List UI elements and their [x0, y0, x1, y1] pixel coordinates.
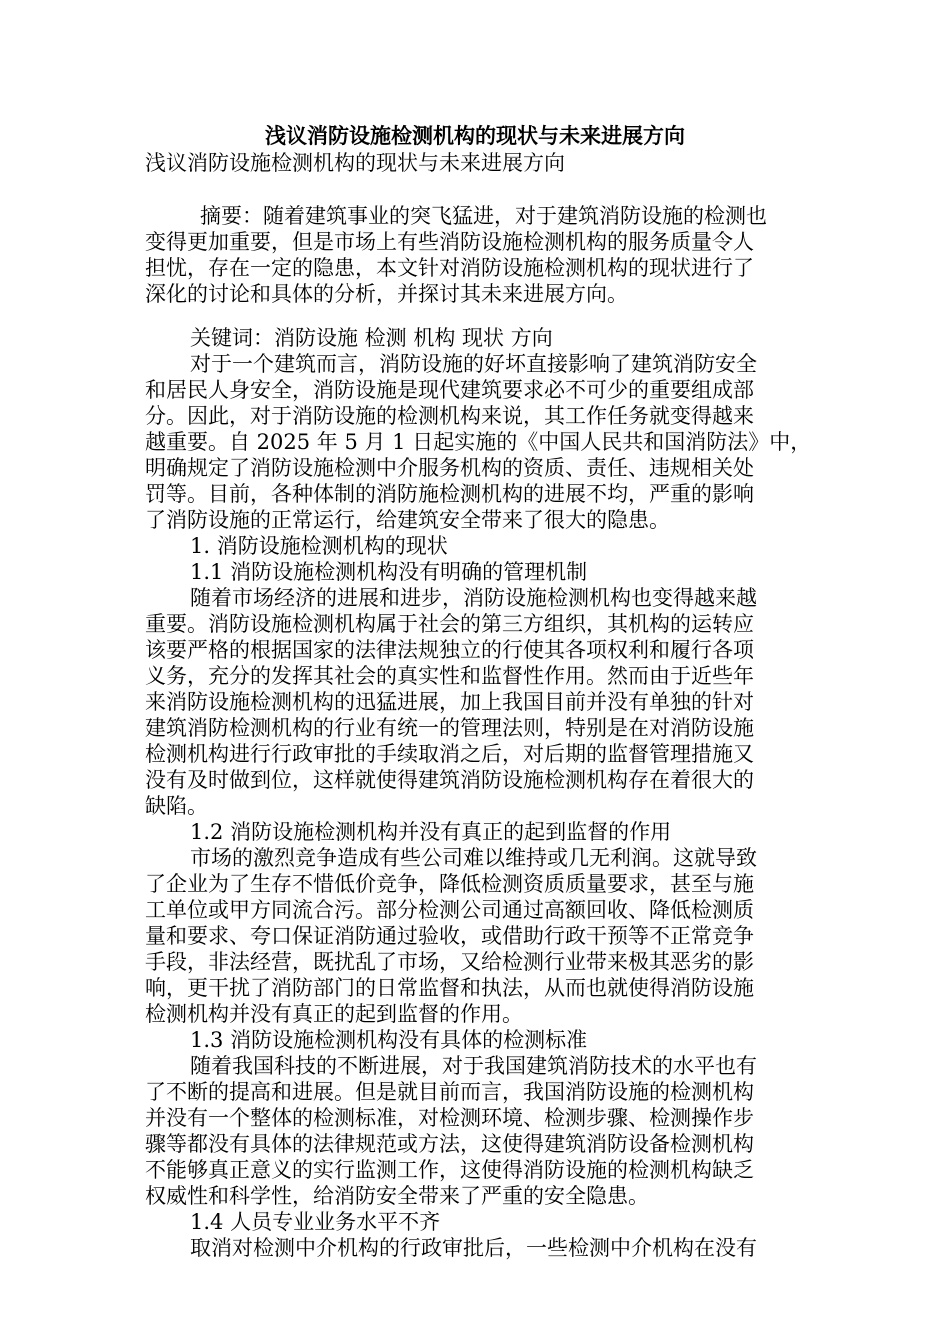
paragraph-line: 市场的激烈竞争造成有些公司难以维持或几无利润。这就导致: [190, 846, 757, 870]
paragraph-line: 该要严格的根据国家的法律法规独立的行使其各项权利和履行各项: [145, 638, 754, 662]
document-subtitle: 浅议消防设施检测机构的现状与未来进展方向: [145, 151, 565, 175]
subsection-heading: 1.2 消防设施检测机构并没有真正的起到监督的作用: [190, 820, 672, 844]
abstract-line: 变得更加重要，但是市场上有些消防设施检测机构的服务质量令人: [145, 230, 754, 254]
abstract-line: 摘要：随着建筑事业的突飞猛进，对于建筑消防设施的检测也: [200, 204, 767, 228]
paragraph-line: 没有及时做到位，这样就使得建筑消防设施检测机构存在着很大的: [145, 768, 754, 792]
paragraph-line: 了企业为了生存不惜低价竞争，降低检测资质质量要求，甚至与施: [145, 872, 754, 896]
paragraph-line: 检测机构进行行政审批的手续取消之后，对后期的监督管理措施又: [145, 742, 754, 766]
paragraph-line: 了消防设施的正常运行，给建筑安全带来了很大的隐患。: [145, 508, 670, 532]
paragraph-line: 手段，非法经营，既扰乱了市场，又给检测行业带来极其恶劣的影: [145, 950, 754, 974]
paragraph-line: 量和要求、夸口保证消防通过验收，或借助行政干预等不正常竞争: [145, 924, 754, 948]
paragraph-line: 权威性和科学性，给消防安全带来了严重的安全隐患。: [145, 1184, 649, 1208]
paragraph-line: 随着我国科技的不断进展，对于我国建筑消防技术的水平也有: [190, 1054, 757, 1078]
section-heading: 1. 消防设施检测机构的现状: [190, 534, 448, 558]
paragraph-line: 对于一个建筑而言，消防设施的好坏直接影响了建筑消防安全: [190, 352, 757, 376]
paragraph-line: 义务，充分的发挥其社会的真实性和监督性作用。然而由于近些年: [145, 664, 754, 688]
paragraph-line: 取消对检测中介机构的行政审批后，一些检测中介机构在没有: [190, 1236, 757, 1260]
abstract-line: 深化的讨论和具体的分析，并探讨其未来进展方向。: [145, 282, 628, 306]
paragraph-line: 检测机构并没有真正的起到监督的作用。: [145, 1002, 523, 1026]
paragraph-line: 随着市场经济的进展和进步，消防设施检测机构也变得越来越: [190, 586, 757, 610]
paragraph-line: 缺陷。: [145, 794, 208, 818]
paragraph-line: 罚等。目前，各种体制的消防施检测机构的进展不均，严重的影响: [145, 482, 754, 506]
subsection-heading: 1.4 人员专业业务水平不齐: [190, 1210, 441, 1234]
paragraph-line: 重要。消防设施检测机构属于社会的第三方组织，其机构的运转应: [145, 612, 754, 636]
paragraph-line: 分。因此，对于消防设施的检测机构来说，其工作任务就变得越来: [145, 404, 754, 428]
paragraph-line: 工单位或甲方同流合污。部分检测公司通过高额回收、降低检测质: [145, 898, 754, 922]
paragraph-line: 建筑消防检测机构的行业有统一的管理法则，特别是在对消防设施: [145, 716, 754, 740]
paragraph-line: 越重要。自 2025 年 5 月 1 日起实施的《中国人民共和国消防法》中，: [145, 430, 812, 454]
paragraph-line: 不能够真正意义的实行监测工作，这使得消防设施的检测机构缺乏: [145, 1158, 754, 1182]
document-title: 浅议消防设施检测机构的现状与未来进展方向: [265, 123, 685, 148]
subsection-heading: 1.3 消防设施检测机构没有具体的检测标准: [190, 1028, 588, 1052]
paragraph-line: 骤等都没有具体的法律规范或方法，这使得建筑消防设备检测机构: [145, 1132, 754, 1156]
paragraph-line: 响，更干扰了消防部门的日常监督和执法，从而也就使得消防设施: [145, 976, 754, 1000]
paragraph-line: 了不断的提高和进展。但是就目前而言，我国消防设施的检测机构: [145, 1080, 754, 1104]
subsection-heading: 1.1 消防设施检测机构没有明确的管理机制: [190, 560, 588, 584]
paragraph-line: 并没有一个整体的检测标准，对检测环境、检测步骤、检测操作步: [145, 1106, 754, 1130]
abstract-line: 担忧，存在一定的隐患，本文针对消防设施检测机构的现状进行了: [145, 256, 754, 280]
paragraph-line: 和居民人身安全，消防设施是现代建筑要求必不可少的重要组成部: [145, 378, 754, 402]
keywords: 关键词：消防设施 检测 机构 现状 方向: [190, 326, 553, 350]
paragraph-line: 来消防设施检测机构的迅猛进展，加上我国目前并没有单独的针对: [145, 690, 754, 714]
paragraph-line: 明确规定了消防设施检测中介服务机构的资质、责任、违规相关处: [145, 456, 754, 480]
